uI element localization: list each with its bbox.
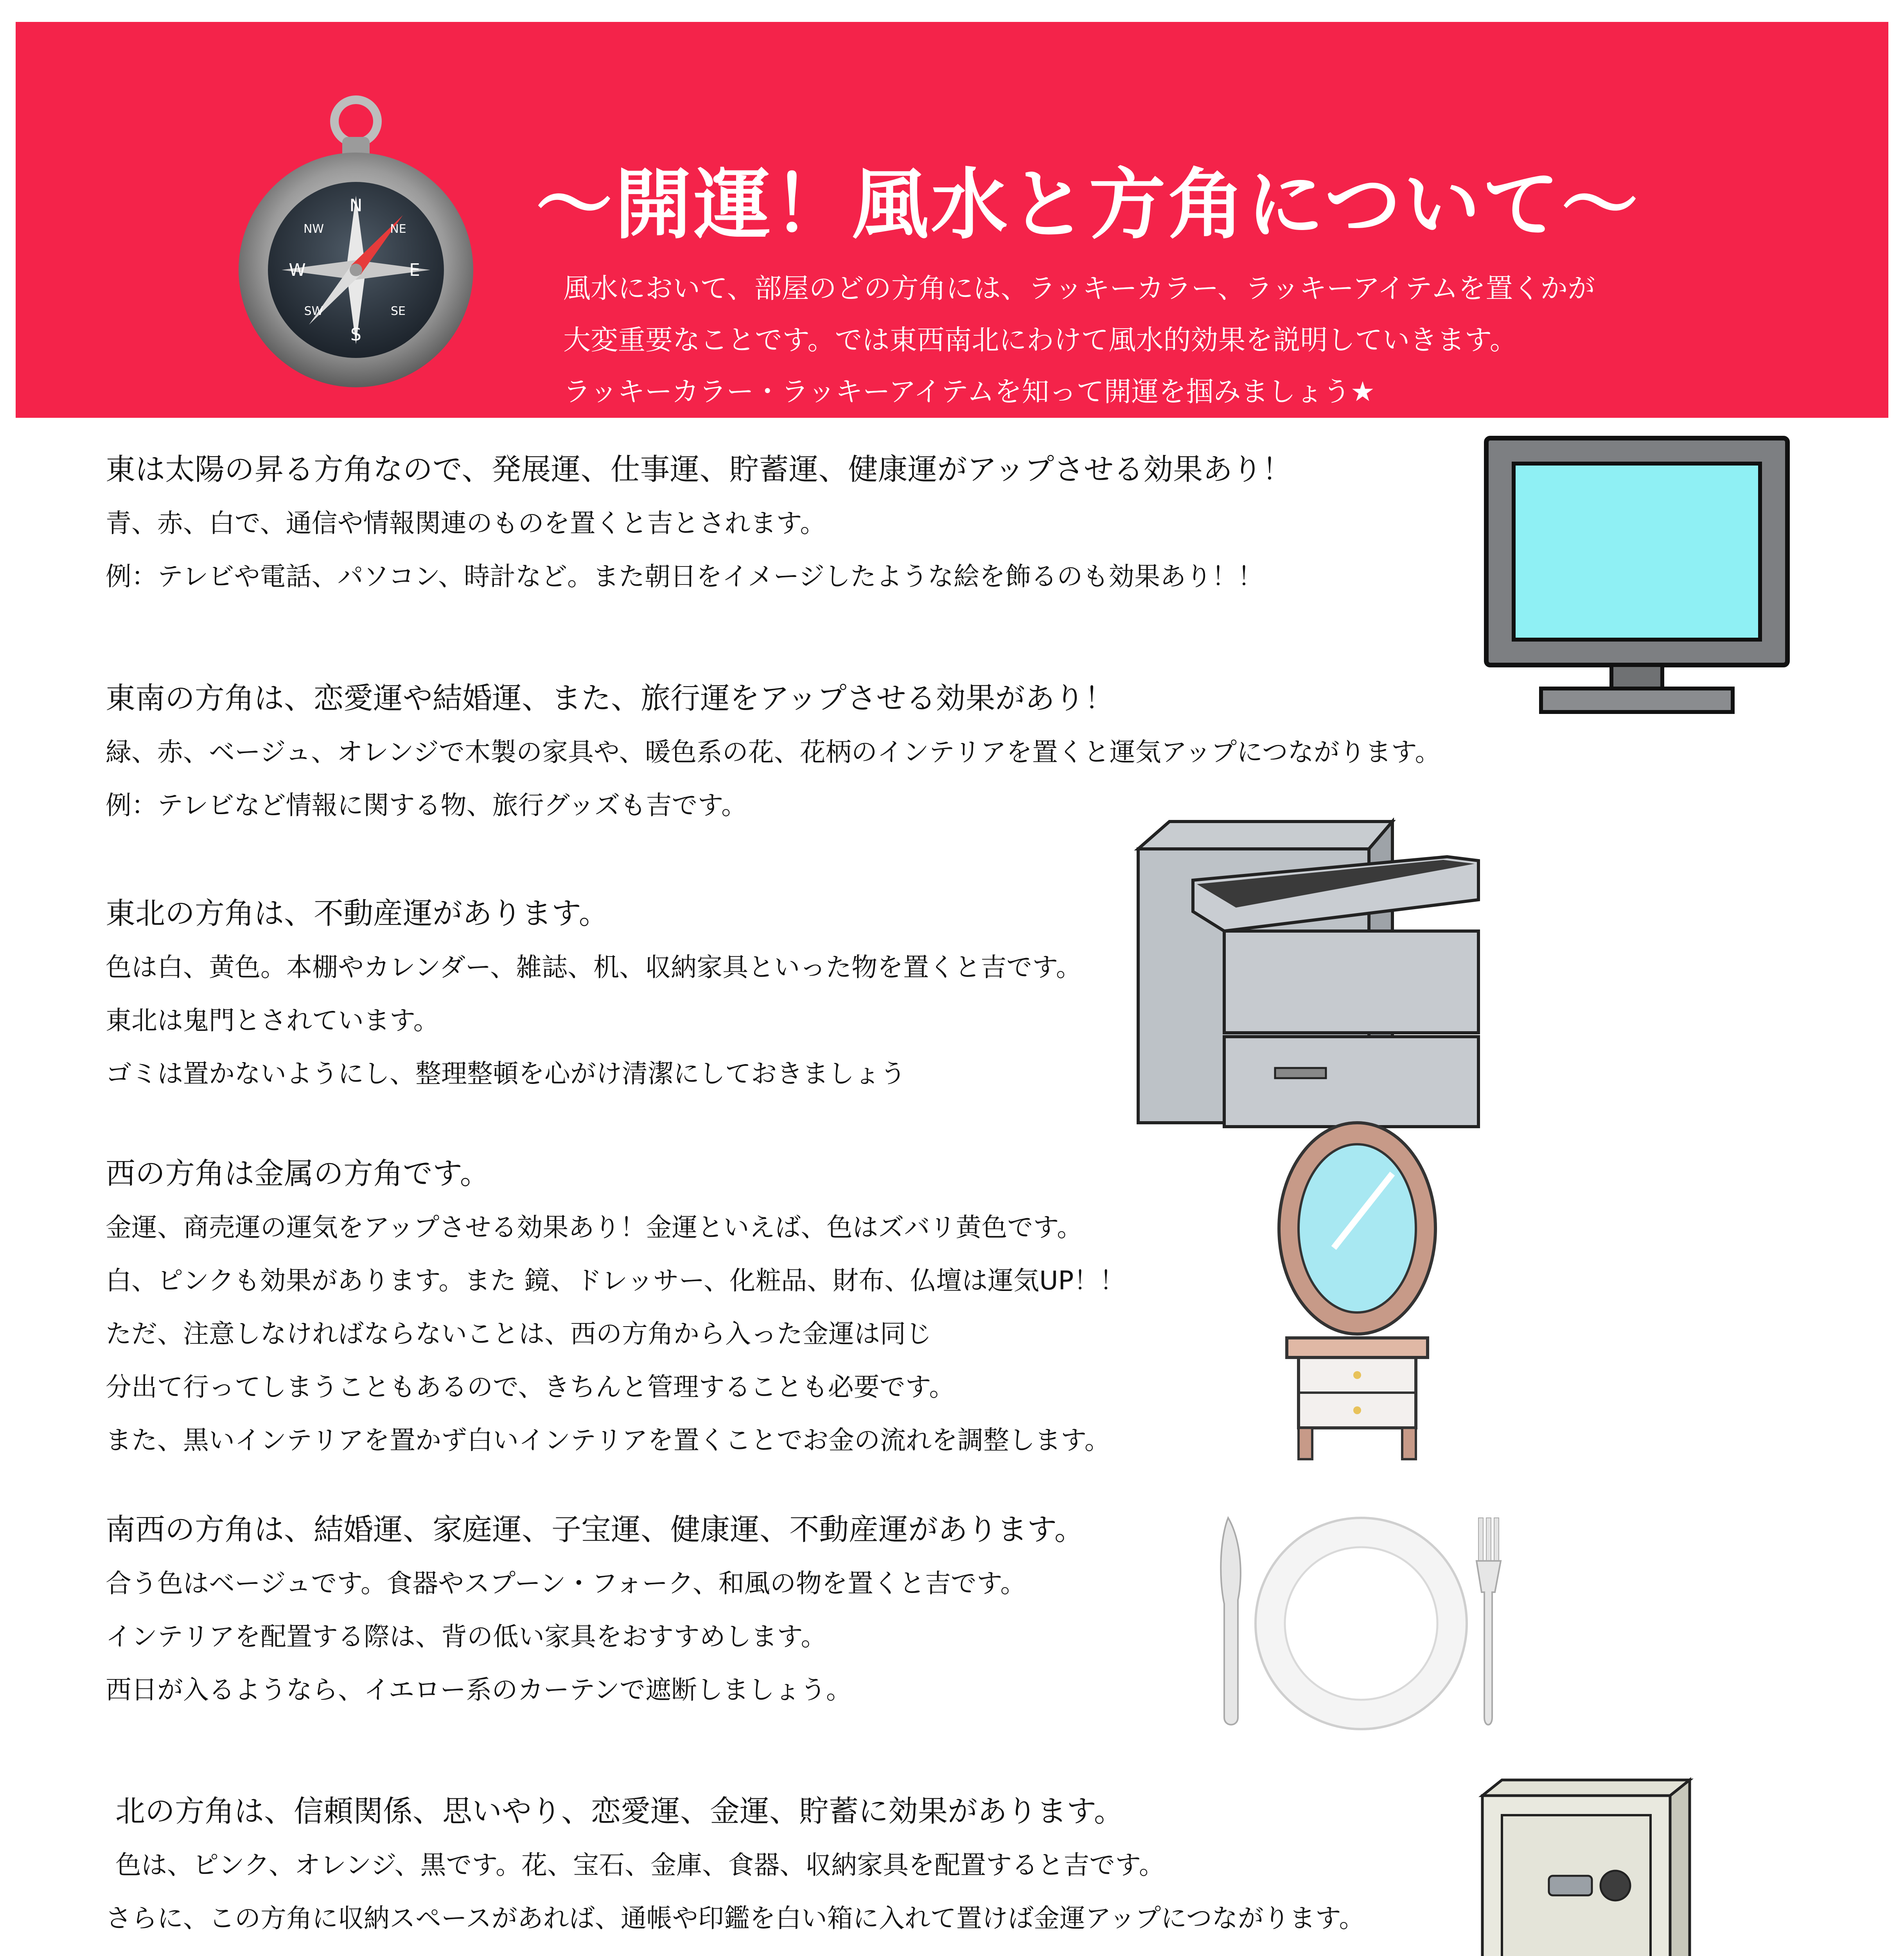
section-east: [106, 442, 1475, 603]
dresser-mirror-icon: [1263, 1119, 1447, 1463]
section-heading: 東南の方角は、恋愛運や結婚運、また、旅行運をアップさせる効果があり！: [106, 681, 1114, 716]
section-heading: 北の方角は、信頼関係、思いやり、恋愛運、金運、貯蓄に効果があります。: [115, 1794, 1124, 1828]
safe-icon: [1478, 1776, 1697, 1956]
section-north: [106, 1784, 1475, 1945]
section-heading: 南西の方角は、結婚運、家庭運、子宝運、健康運、不動産運があります。: [106, 1512, 1084, 1547]
compass-letter-e: E: [409, 260, 420, 280]
section-line: 例：テレビや電話、パソコン、時計など。また朝日をイメージしたような絵を飾るのも効果あり！！: [106, 561, 1264, 591]
section-line: さらに、この方角に収納スペースがあれば、通帳や印鑑を白い箱に入れて置けば金運アップにつながります。: [106, 1903, 1365, 1933]
section-southeast: [106, 671, 1475, 832]
compass-icon: [235, 94, 477, 391]
section-line: 白、ピンクも効果があります。また 鏡、ドレッサー、化粧品、財布、仏壇は運気UP！！: [106, 1266, 1126, 1296]
section-line: また、黒いインテリアを置かず白いインテリアを置くことでお金の流れを調整します。: [106, 1425, 1110, 1455]
section-line: インテリアを配置する際は、背の低い家具をおすすめします。: [106, 1622, 827, 1652]
intro-line: ラッキーカラー・ラッキーアイテムを知って開運を掴みましょう★: [563, 376, 1375, 408]
section-heading: 東は太陽の昇る方角なので、発展運、仕事運、貯蓄運、健康運がアップさせる効果あり！: [106, 452, 1292, 487]
tv-monitor-icon: [1482, 434, 1791, 720]
compass-letter-n: N: [349, 196, 363, 216]
section-line: 色は白、黄色。本棚やカレンダー、雑誌、机、収納家具といった物を置くと吉です。: [106, 952, 1082, 982]
section-line: ただ、注意しなければならないことは、西の方角から入った金運は同じ: [106, 1319, 932, 1349]
section-line: 合う色はベージュです。食器やスプーン・フォーク、和風の物を置くと吉です。: [106, 1568, 1026, 1598]
filing-cabinet-icon: [1134, 818, 1482, 1131]
plate-cutlery-icon: [1216, 1514, 1502, 1733]
section-line: 例：テレビなど情報に関する物、旅行グッズも吉です。: [106, 790, 747, 820]
compass-letter-ne: NE: [390, 222, 406, 236]
page-title: 〜開運！風水と方角について〜: [536, 160, 1641, 250]
section-heading: 西の方角は金属の方角です。: [106, 1156, 490, 1191]
intro-line: 風水において、部屋のどの方角には、ラッキーカラー、ラッキーアイテムを置くかが: [563, 272, 1595, 304]
section-line: 金運、商売運の運気をアップさせる効果あり！金運といえば、色はズバリ黄色です。: [106, 1212, 1083, 1242]
section-line: 緑、赤、ベージュ、オレンジで木製の家具や、暖色系の花、花柄のインテリアを置くと運気アップにつながります。: [106, 737, 1441, 767]
section-heading: 東北の方角は、不動産運があります。: [106, 896, 609, 931]
compass-letter-sw: SW: [304, 304, 323, 318]
compass-letter-w: W: [289, 260, 306, 280]
header-banner: [16, 22, 1888, 418]
intro-line: 大変重要なことです。では東西南北にわけて風水的効果を説明していきます。: [563, 324, 1517, 356]
intro-text: [563, 262, 1595, 417]
compass-letter-nw: NW: [303, 222, 324, 236]
section-line: 東北は鬼門とされています。: [106, 1005, 439, 1036]
compass-letter-se: SE: [391, 304, 406, 318]
section-line: 青、赤、白で、通信や情報関連のものを置くと吉とされます。: [106, 508, 826, 538]
section-line: ゴミは置かないようにし、整理整頓を心がけ清潔にしておきましょう: [106, 1059, 906, 1089]
compass-letter-s: S: [350, 325, 361, 345]
section-line: 色は、ピンク、オレンジ、黒です。花、宝石、金庫、食器、収納家具を配置すると吉です。: [115, 1850, 1165, 1880]
section-line: 西日が入るようなら、イエロー系のカーテンで遮断しましょう。: [106, 1675, 852, 1705]
section-line: 分出て行ってしまうこともあるので、きちんと管理することも必要です。: [106, 1372, 955, 1402]
